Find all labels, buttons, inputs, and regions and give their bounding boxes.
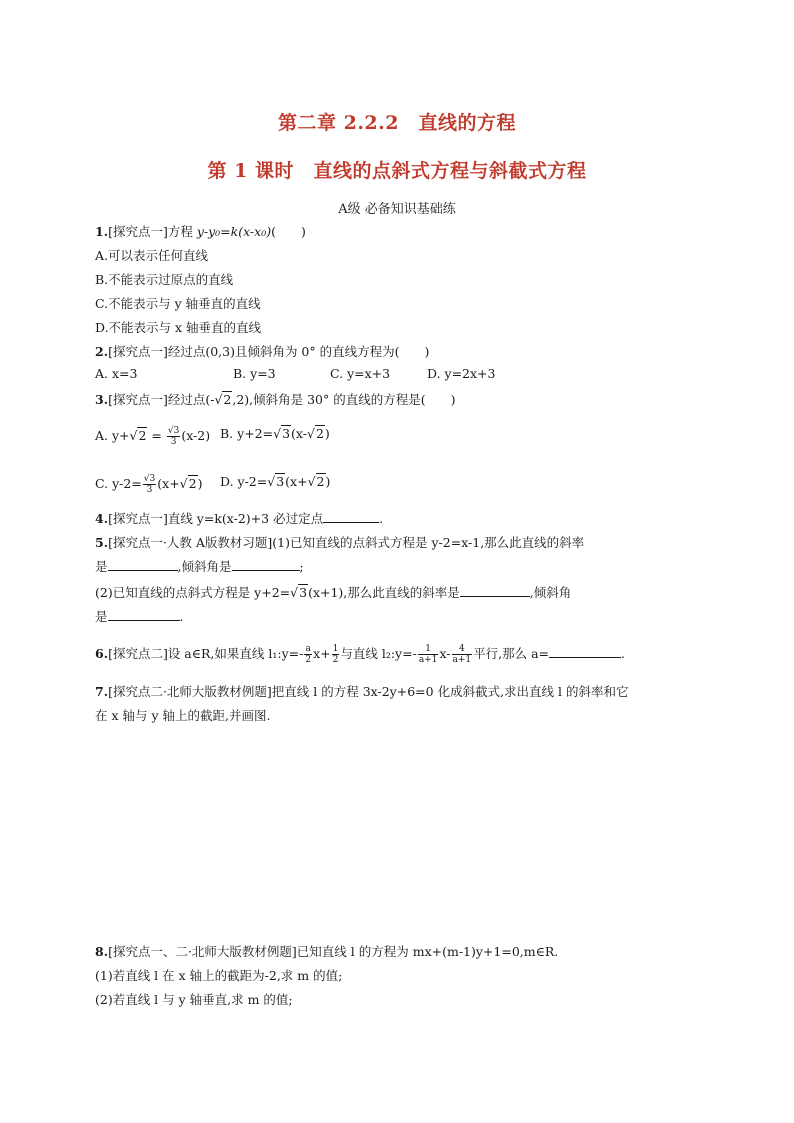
text: 与直线 l₂:y=- — [340, 646, 417, 661]
option-d: D. y-2=√3(x+√2) — [220, 474, 331, 489]
angle-blank[interactable] — [108, 608, 180, 621]
text: 平行,那么 a= — [473, 646, 550, 661]
answer-blank[interactable] — [323, 510, 379, 523]
option-a: A.可以表示任何直线 — [95, 248, 209, 263]
formula: y-y₀=k(x-x₀) — [196, 224, 272, 239]
question-tag: [探究点一·人教 A版教材习题] — [108, 535, 273, 550]
text: x+ — [313, 646, 331, 661]
question-number: 6. — [95, 646, 109, 661]
option-a: A. y+√2 = $\frac{√3}{3}$ (x-2) — [95, 426, 211, 447]
question-text: 经过点(0,3)且倾斜角为 0° 的直线方程为( ) — [167, 344, 430, 359]
option-b: B.不能表示过原点的直线 — [95, 272, 234, 287]
question-number: 7. — [95, 684, 109, 699]
sqrt-symbol: √3 — [267, 474, 285, 489]
question-2 — [95, 342, 429, 360]
text: (x+1),那么此直线的斜率是 — [308, 585, 460, 600]
chapter-title: 第二章 2.2.2 直线的方程 — [277, 112, 516, 134]
text: ; — [299, 559, 304, 574]
question-number: 8. — [95, 944, 109, 959]
option-d: D. y=2x+3 — [427, 366, 496, 381]
question-text: 把直线 l 的方程 3x-2y+6=0 化成斜截式,求出直线 l 的斜率和它 — [271, 684, 629, 699]
option-c: C.不能表示与 y 轴垂直的直线 — [95, 296, 261, 311]
question-number: 4. — [95, 511, 109, 526]
question-tag: [探究点二·北师大版教材例题] — [108, 684, 272, 699]
text: ,倾斜角是 — [177, 559, 232, 574]
slope-blank[interactable] — [460, 584, 530, 597]
text: 是 — [95, 559, 108, 574]
question-number: 2. — [95, 344, 109, 359]
question-7 — [95, 682, 628, 700]
text: . — [179, 609, 184, 624]
fraction: $\frac{1}{a+1}$ — [418, 644, 438, 665]
option-c: C. y-2= $\frac{√3}{3}$ (x+√2) — [95, 474, 203, 495]
question-text: 方程 — [167, 224, 197, 239]
question-number: 1. — [95, 224, 109, 239]
question-number: 5. — [95, 535, 109, 550]
question-5-part-2 — [95, 583, 571, 601]
angle-blank[interactable] — [232, 558, 300, 571]
text: 设 a∈R,如果直线 l₁:y=- — [167, 646, 304, 661]
sqrt-symbol: √2 — [306, 426, 324, 441]
period: . — [621, 646, 626, 661]
question-8 — [95, 942, 558, 960]
question-number: 3. — [95, 392, 109, 407]
option-b: B. y+2=√3(x-√2) — [220, 426, 330, 441]
text: x- — [439, 646, 451, 661]
answer-bracket: ( ) — [271, 224, 306, 239]
question-5-line-4 — [95, 607, 184, 625]
text: (2)已知直线的点斜式方程是 y+2= — [95, 585, 291, 600]
sqrt-symbol: √3 — [290, 585, 308, 600]
option-a: A. x=3 — [95, 366, 138, 381]
question-text: 经过点(- — [167, 392, 215, 407]
question-text: 已知直线 l 的方程为 mx+(m-1)y+1=0,m∈R. — [296, 944, 559, 959]
option-c: C. y=x+3 — [330, 366, 391, 381]
text: ,倾斜角 — [529, 585, 572, 600]
fraction: $\frac{1}{2}$ — [332, 644, 339, 665]
text: 是 — [95, 609, 108, 624]
slope-blank[interactable] — [108, 558, 178, 571]
question-8-sub-2: (2)若直线 l 与 y 轴垂直,求 m 的值; — [95, 992, 293, 1007]
option-d: D.不能表示与 x 轴垂直的直线 — [95, 320, 262, 335]
answer-blank[interactable] — [549, 645, 621, 658]
sqrt-symbol: √2 — [129, 428, 147, 443]
sqrt-symbol: √2 — [179, 476, 197, 491]
question-text: (1)已知直线的点斜式方程是 y-2=x-1,那么此直线的斜率 — [272, 535, 585, 550]
question-tag: [探究点一] — [108, 511, 168, 526]
lesson-title: 第 1 课时 直线的点斜式方程与斜截式方程 — [207, 160, 587, 182]
question-text-end: ,2),倾斜角是 30° 的直线的方程是( ) — [232, 392, 456, 407]
question-3 — [95, 390, 456, 408]
question-tag: [探究点一、二·北师大版教材例题] — [108, 944, 297, 959]
question-tag: [探究点一] — [108, 392, 168, 407]
question-8-sub-1: (1)若直线 l 在 x 轴上的截距为-2,求 m 的值; — [95, 968, 343, 983]
question-5-line-2 — [95, 557, 304, 575]
question-6 — [95, 644, 625, 665]
question-tag: [探究点一] — [108, 344, 168, 359]
question-tag: [探究点二] — [108, 646, 168, 661]
option-b: B. y=3 — [233, 366, 276, 381]
level-heading: A级 必备知识基础练 — [338, 202, 456, 217]
question-text: 直线 y=k(x-2)+3 必过定点 — [167, 511, 324, 526]
fraction: $\frac{4}{a+1}$ — [452, 644, 472, 665]
question-5 — [95, 533, 584, 551]
sqrt-symbol: √2 — [214, 392, 232, 407]
question-4 — [95, 509, 383, 527]
question-tag: [探究点一] — [108, 224, 168, 239]
period: . — [379, 511, 384, 526]
question-1 — [95, 222, 306, 240]
question-7-line-2: 在 x 轴与 y 轴上的截距,并画图. — [95, 708, 271, 723]
sqrt-symbol: √2 — [307, 474, 325, 489]
fraction: $\frac{√3}{3}$ — [167, 426, 180, 447]
fraction: $\frac{a}{2}$ — [305, 644, 312, 665]
fraction: $\frac{√3}{3}$ — [143, 474, 156, 495]
sqrt-symbol: √3 — [273, 426, 291, 441]
